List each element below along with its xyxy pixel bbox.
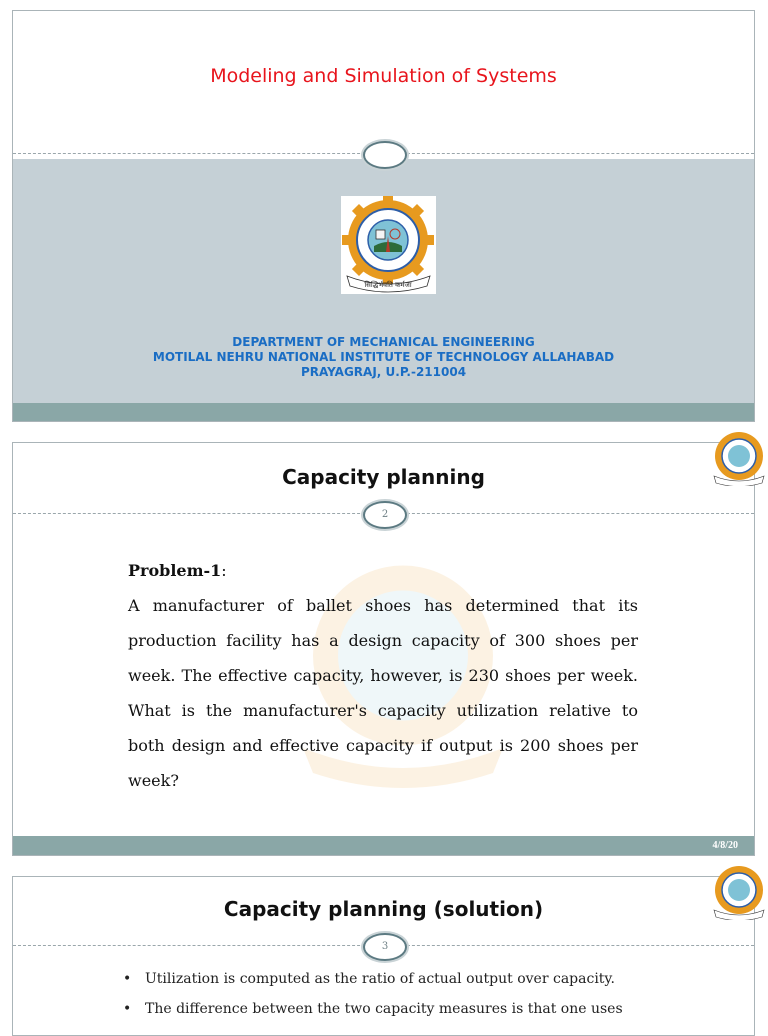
bullet-text: Utilization is computed as the ratio of actual output over capacity. <box>145 971 615 987</box>
page-number-oval <box>363 933 407 961</box>
department-block <box>13 335 754 380</box>
bullet-list <box>123 965 723 1025</box>
problem-heading: Problem-1: <box>128 561 227 580</box>
title-slide <box>12 10 755 422</box>
slide-title: Capacity planning (solution) <box>223 897 544 921</box>
footer-date: 4/8/20 <box>712 840 738 851</box>
slide-oval-marker <box>363 141 407 169</box>
slide-title: Capacity planning <box>282 465 485 489</box>
bullet-text: The difference between the two capacity measures is that one uses <box>145 1001 623 1017</box>
institute-line: MOTILAL NEHRU NATIONAL INSTITUTE OF TECHNOLOGY ALLAHABAD <box>152 350 615 364</box>
page-number-oval <box>363 501 407 529</box>
logo-motto: सिद्धिर्भवति कर्मजा <box>364 281 412 289</box>
solution-slide <box>12 876 755 1036</box>
footer-bar <box>13 403 754 422</box>
page-number: 2 <box>381 509 389 520</box>
institute-logo-small-icon <box>710 430 768 486</box>
institute-logo-icon <box>341 196 436 294</box>
bullet-dot-icon: • <box>123 1001 132 1017</box>
bullet-dot-icon: • <box>123 971 132 987</box>
presentation-title: Modeling and Simulation of Systems <box>210 65 557 87</box>
list-item <box>123 995 723 1025</box>
problem-label: Problem-1 <box>128 561 222 580</box>
problem-slide <box>12 442 755 856</box>
department-line: DEPARTMENT OF MECHANICAL ENGINEERING <box>232 335 535 349</box>
problem-body <box>128 553 638 798</box>
list-item <box>123 965 723 995</box>
address-line: PRAYAGRAJ, U.P.-211004 <box>300 365 467 379</box>
institute-logo-small-icon <box>710 864 768 920</box>
page-number: 3 <box>381 941 389 952</box>
footer-bar <box>13 836 754 855</box>
problem-text: A manufacturer of ballet shoes has determined that its production facility has a design capacity of 300 shoes per week. The effective capacity, however, is 230 shoes per week. What is the manufacturer's capacity utilization relative to both design and effective capacity if output is 200 shoes per week? <box>128 596 638 790</box>
